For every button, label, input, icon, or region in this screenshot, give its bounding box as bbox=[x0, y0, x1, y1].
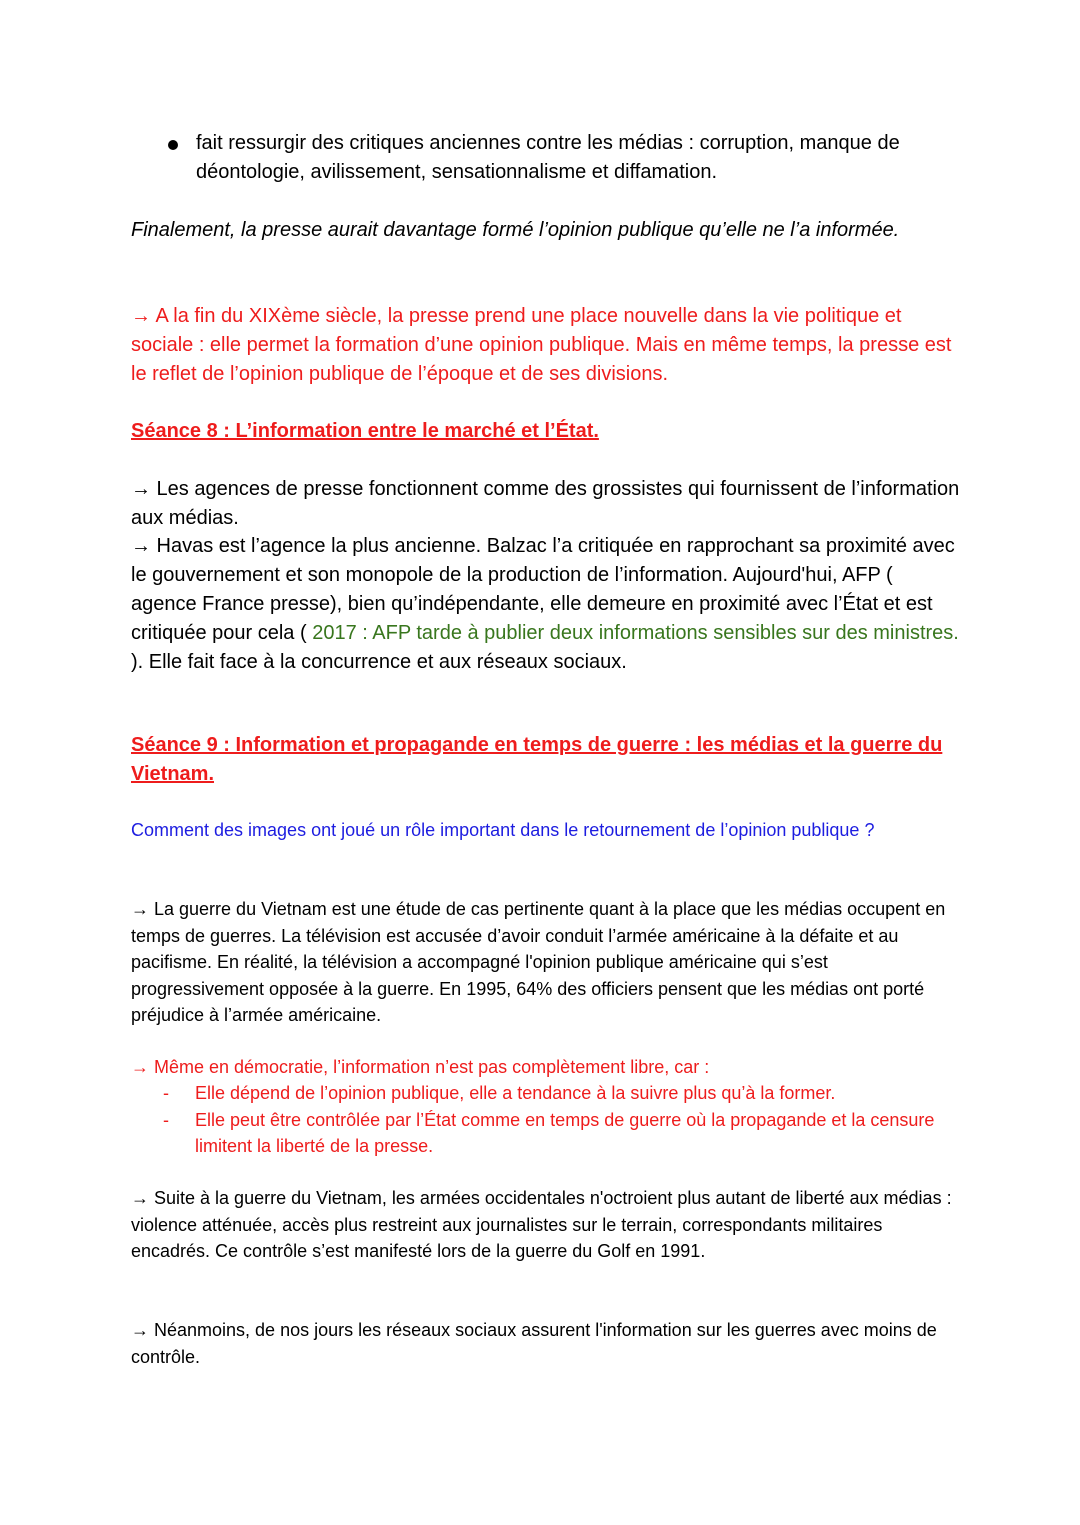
dash-marker: - bbox=[163, 1109, 169, 1130]
seance8-heading: Séance 8 : L’information entre le marché et l’État. bbox=[131, 420, 599, 442]
list-item bbox=[131, 1107, 961, 1160]
bullet-icon bbox=[168, 131, 182, 160]
seance9-question: Comment des images ont joué un rôle important dans le retournement de l’opinion publique ? bbox=[131, 820, 875, 840]
seance9-paragraph-democracy: → Même en démocratie, l’information n’est pas complètement libre, car : bbox=[131, 1057, 710, 1077]
conclusion-summary: → A la fin du XIXème siècle, la presse prend une place nouvelle dans la vie politique et sociale : elle permet la formation d’une opinion publique. Mais en même temps, la presse est le reflet de l’opinion publique de l’époque et de ses divisions. bbox=[131, 305, 952, 385]
conclusion-italic: Finalement, la presse aurait davantage formé l’opinion publique qu’elle ne l’a informée. bbox=[131, 219, 900, 241]
seance9-paragraph-social-networks: → Néanmoins, de nos jours les réseaux sociaux assurent l'information sur les guerres avec moins de contrôle. bbox=[131, 1320, 937, 1367]
seance9-paragraph-vietnam: → La guerre du Vietnam est une étude de cas pertinente quant à la place que les médias occupent en temps de guerres. La télévision est accusée d’avoir conduit l’armée américaine à la défaite et au pacifisme. En réalité, la télévision a accompagné l'opinion publique américaine qui s’est progressivement opposée à la guerre. En 1995, 64% des officiers pensent que les médias ont porté préjudice à l’armée américaine. bbox=[131, 899, 946, 1025]
bullet-text: fait ressurgir des critiques anciennes contre les médias : corruption, manque de déontologie, avilissement, sensationnalisme et diffamation. bbox=[196, 132, 900, 183]
democracy-list bbox=[131, 1080, 961, 1160]
list-item bbox=[131, 1080, 961, 1107]
seance8-paragraph-agencies: → Les agences de presse fonctionnent comme des grossistes qui fournissent de l’information aux médias. bbox=[131, 478, 960, 529]
seance8-paragraph-havas bbox=[131, 532, 961, 677]
havas-text-start: → Havas est l’agence la plus ancienne. Balzac l’a critiquée en rapprochant sa proximité avec le gouvernement et son monopole de la production de l’information. Aujourd'hui, AFP ( agence France presse), bien qu’indépendante, elle demeure en proximité avec l’État et est critiquée pour cela ( bbox=[131, 535, 955, 644]
seance9-heading: Séance 9 : Information et propagande en temps de guerre : les médias et la guerre du Vietnam. bbox=[131, 734, 943, 785]
dash-marker: - bbox=[163, 1083, 169, 1103]
list-item-text: Elle peut être contrôlée par l’État comme en temps de guerre où la propagande et la censure limitent la liberté de la presse. bbox=[195, 1109, 935, 1156]
havas-text-end: ). Elle fait face à la concurrence et aux réseaux sociaux. bbox=[131, 651, 627, 673]
list-item-text: Elle dépend de l’opinion publique, elle a tendance à la suivre plus qu’à la former. bbox=[195, 1083, 836, 1103]
seance9-paragraph-western-armies: → Suite à la guerre du Vietnam, les armées occidentales n'octroient plus autant de liberté aux médias : violence atténuée, accès plus restreint aux journalistes sur le terrain, correspondants militaires encadrés. Ce contrôle s’est manifesté lors de la guerre du Golf en 1991. bbox=[131, 1188, 952, 1261]
afp-example: 2017 : AFP tarde à publier deux informations sensibles sur des ministres. bbox=[312, 622, 959, 644]
